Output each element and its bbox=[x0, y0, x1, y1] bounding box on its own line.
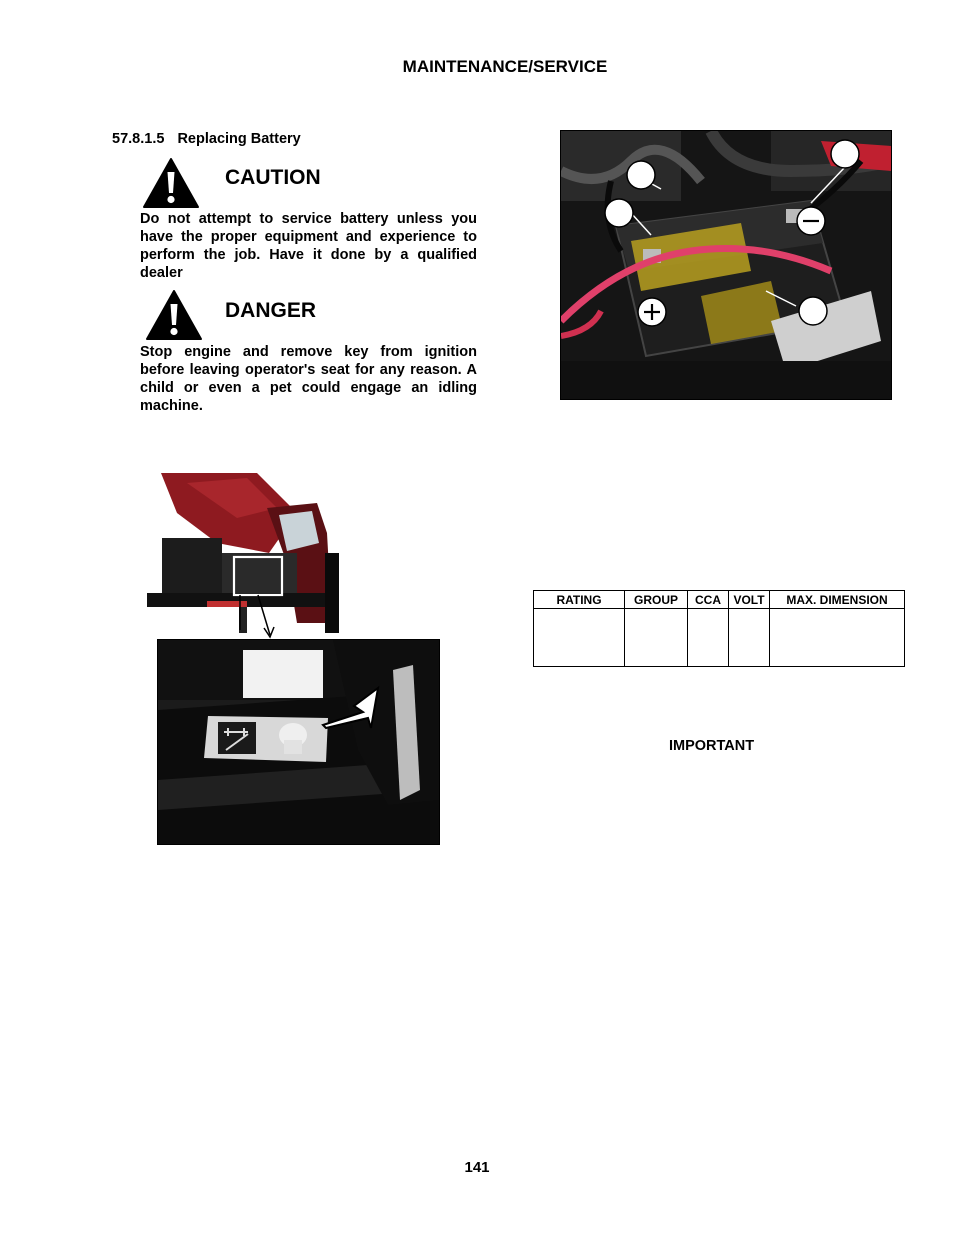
column-header: CCA bbox=[688, 591, 729, 609]
column-header: MAX. DIMENSION bbox=[770, 591, 905, 609]
section-heading bbox=[112, 131, 301, 147]
callout-bottom-right bbox=[799, 297, 827, 325]
callout-positive bbox=[638, 298, 666, 326]
column-header: GROUP bbox=[625, 591, 688, 609]
section-title: Replacing Battery bbox=[177, 131, 301, 147]
caution-text: Do not attempt to service battery unless you have the proper equipment and experience to perform the job. Have it done by a qualified dealer bbox=[140, 211, 477, 281]
danger-text: Stop engine and remove key from ignition before leaving operator's seat for any reason. A child or even a pet could engage an idling machine. bbox=[140, 344, 477, 414]
danger-title: DANGER bbox=[225, 299, 317, 322]
zoom-connector-arrow-icon bbox=[230, 590, 290, 642]
table-cell bbox=[770, 609, 905, 667]
column-header: RATING bbox=[534, 591, 625, 609]
callout-negative bbox=[797, 207, 825, 235]
table-cell bbox=[534, 609, 625, 667]
warning-triangle-icon bbox=[145, 289, 203, 341]
callout-top-left bbox=[627, 161, 655, 189]
important-label: IMPORTANT bbox=[669, 738, 755, 754]
page-header: MAINTENANCE/SERVICE bbox=[402, 57, 608, 76]
table-cell bbox=[688, 609, 729, 667]
battery-photo-illustration bbox=[561, 131, 891, 399]
callout-top-right bbox=[831, 140, 859, 168]
battery-photo bbox=[560, 130, 892, 400]
table-row bbox=[534, 609, 905, 667]
battery-spec-table bbox=[533, 590, 905, 667]
battery-disconnect-illustration bbox=[158, 640, 439, 844]
warning-triangle-icon bbox=[142, 157, 200, 209]
battery-disconnect-photo bbox=[157, 639, 440, 845]
table-cell bbox=[625, 609, 688, 667]
section-number: 57.8.1.5 bbox=[112, 131, 165, 147]
table-header-row bbox=[534, 591, 905, 609]
callout-left bbox=[605, 199, 633, 227]
page-number: 141 bbox=[464, 1159, 490, 1176]
caution-title: CAUTION bbox=[225, 166, 321, 189]
column-header: VOLT bbox=[729, 591, 770, 609]
table-cell bbox=[729, 609, 770, 667]
